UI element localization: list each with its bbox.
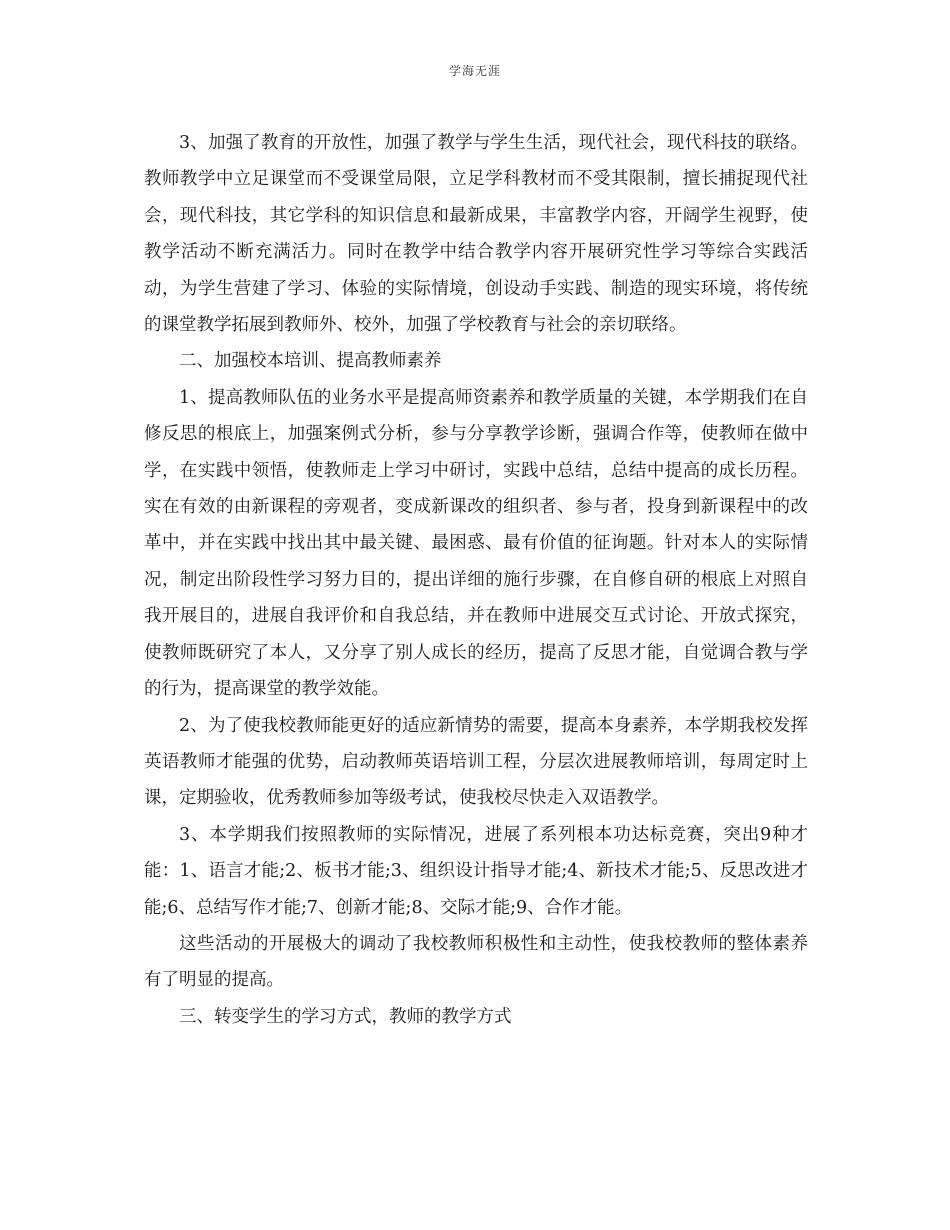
paragraph-activity-results: 这些活动的开展极大的调动了我校教师积极性和主动性，使我校教师的整体素养有了明显的提高。	[144, 933, 808, 991]
section-heading-learning-methods: 三、转变学生的学习方式，教师的教学方式	[179, 1006, 512, 1027]
paragraph-english-training: 2、为了使我校教师能更好的适应新情势的需要，提高本身素养，本学期我校发挥英语教师才能强的优势，启动教师英语培训工程，分层次进展教师培训，每周定时上课，定期验收，优秀教师参加等级考试，使我校尽快走入双语教学。	[144, 715, 808, 809]
paragraph-openness: 3、加强了教育的开放性，加强了教学与学生生活，现代社会，现代科技的联络。教师教学中立足课堂而不受课堂局限，立足学科教材而不受其限制，擅长捕捉现代社会，现代科技，其它学科的知识信息和最新成果，丰富教学内容，开阔学生视野，使教学活动不断充满活力。同时在教学中结合教学内容开展研究性学习等综合实践活动，为学生营建了学习、体验的实际情境，创设动手实践、制造的现实环境，将传统的课堂教学拓展到教师外、校外，加强了学校教育与社会的亲切联络。	[144, 133, 808, 336]
paragraph-skills-competition: 3、本学期我们按照教师的实际情况，进展了系列根本功达标竞赛，突出9种才能：1、语言才能;2、板书才能;3、组织设计指导才能;4、新技术才能;5、反思改进才能;6、总结写作才能;7、创新才能;8、交际才能;9、合作才能。	[144, 824, 808, 918]
section-heading-teacher-training: 二、加强校本培训、提高教师素养	[179, 351, 442, 372]
paragraph-teacher-quality: 1、提高教师队伍的业务水平是提高师资素养和教学质量的关键，本学期我们在自修反思的根底上，加强案例式分析，参与分享教学诊断，强调合作等，使教师在做中学，在实践中领悟，使教师走上学习中研讨，实践中总结，总结中提高的成长历程。实在有效的由新课程的旁观者，变成新课改的组织者、参与者，投身到新课程中的改革中，并在实践中找出其中最关键、最困惑、最有价值的征询题。针对本人的实际情况，制定出阶段性学习努力目的，提出详细的施行步骤，在自修自研的根底上对照自我开展目的，进展自我评价和自我总结，并在教师中进展交互式讨论、开放式探究，使教师既研究了本人，又分享了别人成长的经历，提高了反思才能，自觉调合教与学的行为，提高课堂的教学效能。	[144, 387, 808, 700]
page-header: 学海无涯	[448, 64, 501, 78]
document-body	[144, 125, 808, 1035]
